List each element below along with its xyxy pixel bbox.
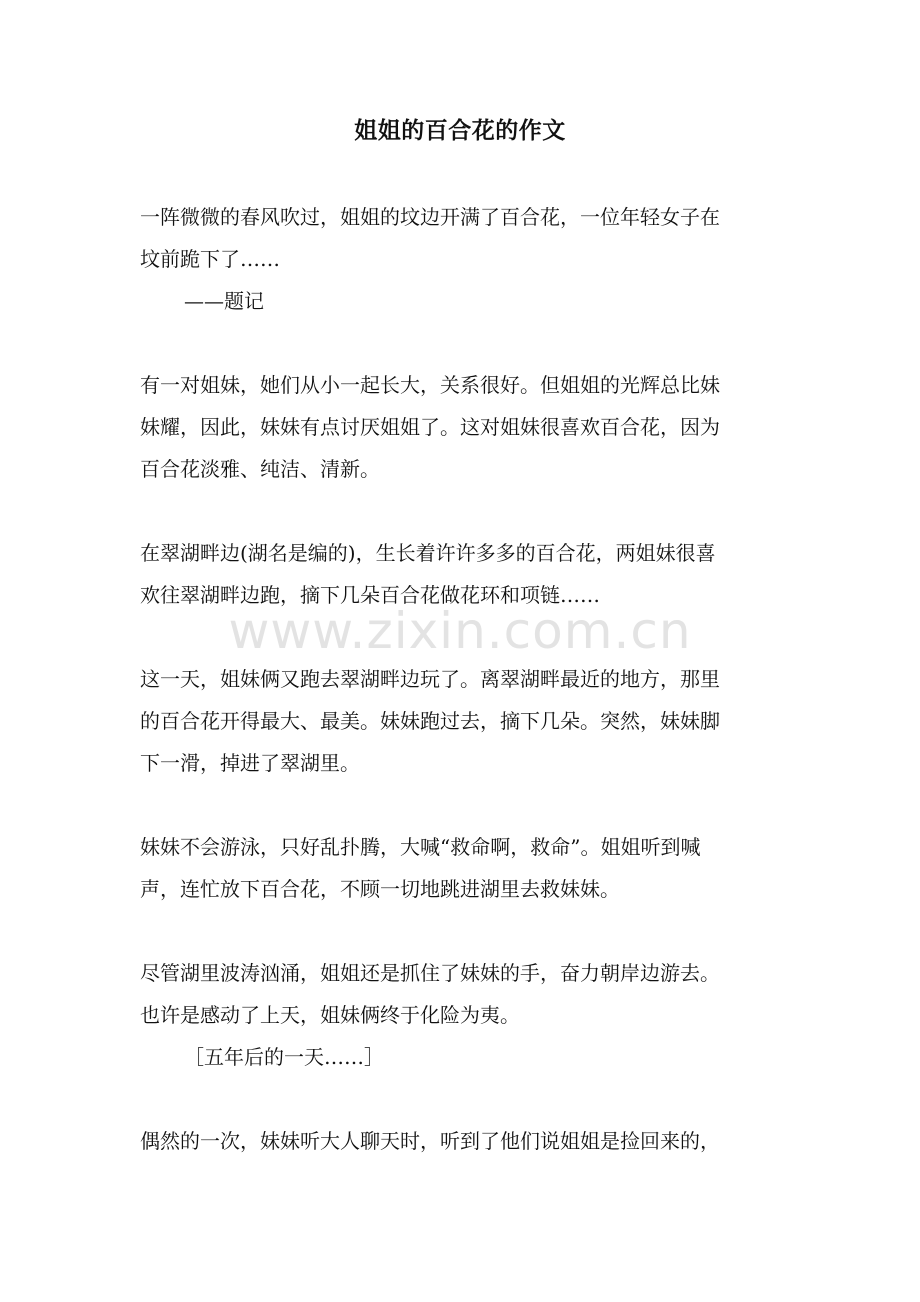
text-line: 妹妹不会游泳，只好乱扑腾，大喊“救命啊，救命”。姐姐听到喊 [140,835,701,859]
paragraph [140,952,770,1078]
text-line: 偶然的一次，妹妹听大人聊天时，听到了他们说姐姐是捡回来的， [140,1129,720,1153]
paragraph [140,826,770,910]
text-line: 有一对姐妹，她们从小一起长大，关系很好。但姐姐的光辉总比妹 [140,373,720,397]
text-line: 下一滑，掉进了翠湖里。 [140,751,360,775]
text-line: 声，连忙放下百合花，不顾一切地跳进湖里去救妹妹。 [140,877,620,901]
text-line: 尽管湖里波涛汹涌，姐姐还是抓住了妹妹的手，奋力朝岸边游去。 [140,961,720,985]
paragraph [140,658,770,784]
watermark: www.zixin.com.cn [228,602,692,660]
text-line: 百合花淡雅、纯洁、清新。 [140,457,380,481]
text-line: 在翠湖畔边(湖名是编的)，生长着许许多多的百合花，两姐妹很喜 [140,541,716,565]
text-line: 妹耀，因此，妹妹有点讨厌姐姐了。这对姐妹很喜欢百合花，因为 [140,415,720,439]
paragraph-epigraph [140,196,770,322]
text-line: 也许是感动了上天，姐妹俩终于化险为夷。 [140,1003,520,1027]
text-line: 的百合花开得最大、最美。妹妹跑过去，摘下几朵。突然，妹妹脚 [140,709,720,733]
paragraph [140,532,770,616]
paragraph [140,1120,770,1162]
text-line: 欢往翠湖畔边跑，摘下几朵百合花做花环和项链…… [140,583,600,607]
document-title: 姐姐的百合花的作文 [354,117,566,144]
text-line: 一阵微微的春风吹过，姐姐的坟边开满了百合花，一位年轻女子在 [140,205,720,229]
scene-break-note: ［五年后的一天……］ [184,1045,384,1069]
text-line: 坟前跪下了…… [140,247,280,271]
paragraph [140,364,770,490]
text-line: 这一天，姐妹俩又跑去翠湖畔边玩了。离翠湖畔最近的地方，那里 [140,667,720,691]
epigraph-attribution: ——题记 [184,289,264,313]
